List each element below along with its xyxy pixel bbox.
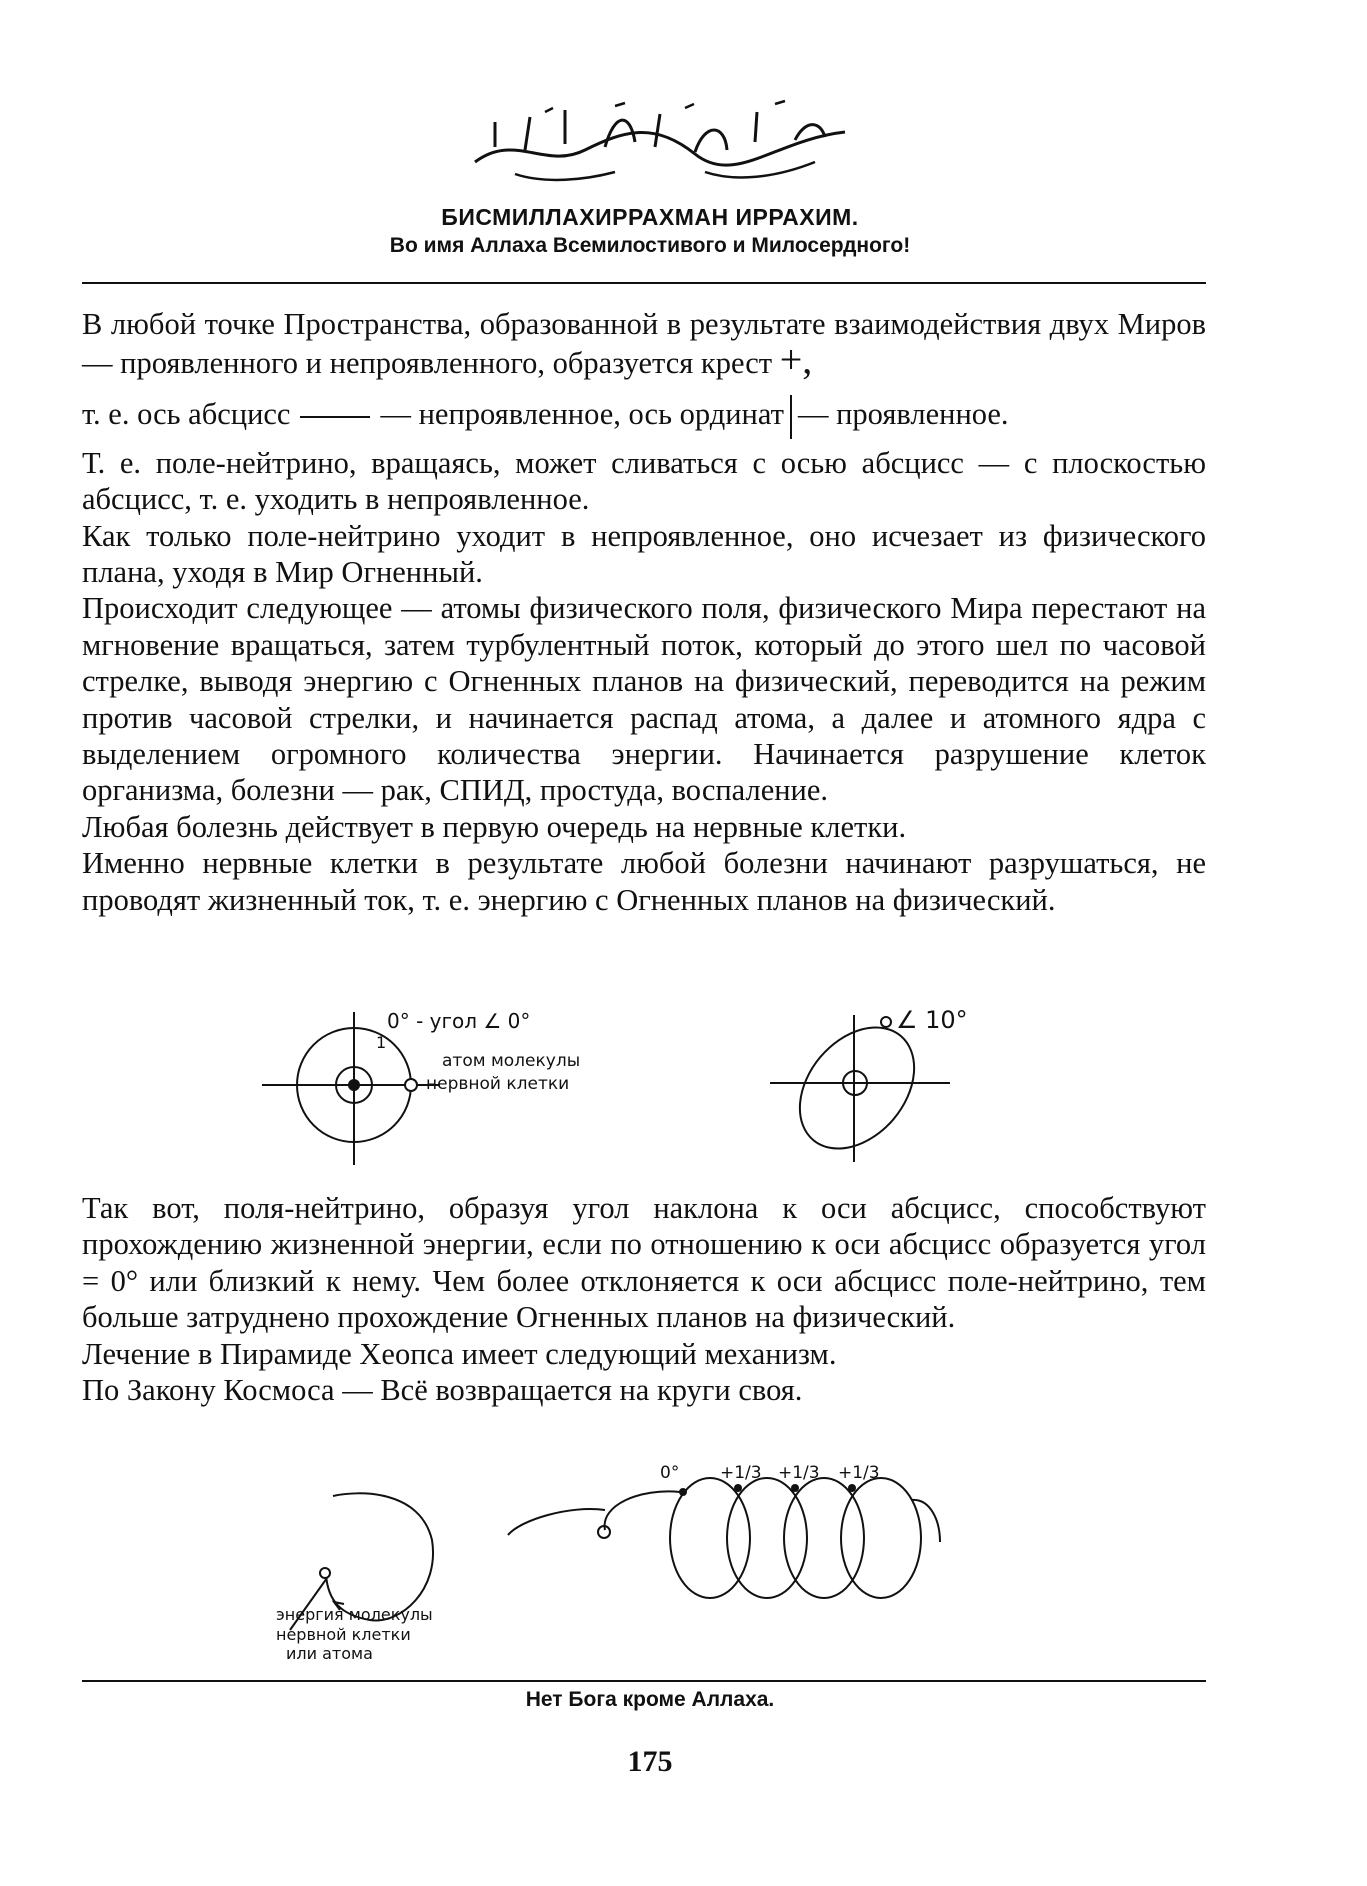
page-header-subtitle: Во имя Аллаха Всемилостивого и Милосердного! <box>389 234 911 257</box>
atom-label-line1: атом молекулы <box>442 1051 581 1071</box>
atom-label-line2: нервной клетки <box>426 1074 570 1094</box>
abscissa-line-symbol <box>300 416 370 418</box>
paragraph-9: По Закону Космоса — Всё возвращается на круги своя. <box>82 1373 803 1408</box>
loop-step-2: +1/3 <box>778 1463 820 1483</box>
bismillah-arabic-text: بِسْمِ ٱللَّٰهِ ٱلرَّحْمَٰنِ ٱلرَّحِيمِ <box>654 180 666 181</box>
paragraph-7: Так вот, поля-нейтрино, образуя угол наклона к оси абсцисс, способствуют прохождению жизненной энергии, если по отношению к оси абсцисс образуется угол = 0° или близкий к нему. Чем более отклоняется к оси абсцисс поле-нейтрино, тем больше затруднено прохождение Огненных планов на физический. <box>82 1191 1206 1335</box>
paragraph-5: Любая болезнь действует в первую очередь на нервные клетки. <box>82 809 907 844</box>
energy-label-line1: энергия молекулы <box>276 1605 433 1624</box>
cross-symbol: +, <box>779 337 813 383</box>
paragraph-8: Лечение в Пирамиде Хеопса имеет следующий механизм. <box>82 1336 837 1371</box>
angle-zero-label: 0° - угол ∠ 0° <box>387 1009 531 1033</box>
footer-rule <box>82 1680 1206 1682</box>
point-one-label: 1 <box>376 1033 387 1052</box>
manifested-text: — проявленное. <box>797 396 1009 431</box>
footer-motto: Нет Бога кроме Аллаха. <box>525 1688 775 1711</box>
main-text-top <box>82 306 1206 918</box>
loop-step-3: +1/3 <box>838 1463 880 1483</box>
energy-label-line2: нервной клетки <box>276 1625 411 1644</box>
ordinate-text: — непроявленное, ось ординат <box>380 396 784 431</box>
paragraph-1 <box>82 306 1206 382</box>
header-rule <box>82 282 1206 284</box>
figure-atom-circles <box>250 1000 970 1170</box>
main-text-bottom <box>82 1190 1206 1408</box>
bismillah-calligraphy <box>455 92 865 182</box>
paragraph-3: Как только поле-нейтрино уходит в непроявленное, оно исчезает из физического плана, уходя в Мир Огненный. <box>82 518 1206 590</box>
energy-label-line3: или атома <box>286 1644 373 1663</box>
ordinate-line-symbol <box>790 395 792 439</box>
paragraph-1-text: В любой точке Пространства, образованной в результате взаимодействия двух Миров — проявленного и непроявленного, образуется крест <box>82 307 1206 381</box>
paragraph-1-cont <box>82 392 1206 439</box>
page-number: 175 <box>627 1745 673 1778</box>
tilt-angle-label: ∠ 10° <box>896 1006 968 1034</box>
paragraph-2: Т. е. поле-нейтрино, вращаясь, может сливаться с осью абсцисс — с плоскостью абсцисс, т. е. уходить в непроявленное. <box>82 445 1206 517</box>
loop-step-1: +1/3 <box>720 1463 762 1483</box>
paragraph-6: Именно нервные клетки в результате любой болезни начинают разрушаться, не проводят жизненный ток, т. е. энергию с Огненных планов на физический. <box>82 846 1206 917</box>
loop-step-0: 0° <box>660 1463 680 1483</box>
figure-energy-loops <box>270 1460 970 1670</box>
abscissa-text: т. е. ось абсцисс <box>82 396 291 431</box>
page-header-title: БИСМИЛЛАХИРРАХМАН ИРРАХИМ. <box>441 204 859 230</box>
paragraph-4: Происходит следующее — атомы физического поля, физического Мира перестают на мгновение вращаться, затем турбулентный поток, который до этого шел по часовой стрелке, выводя энергию с Огненных планов на физический, переводится на режим против часовой стрелки, и начинается распад атома, а далее и атомного ядра с выделением огромного количества энергии. Начинается разрушение клеток организма, болезни — рак, СПИД, простуда, воспаление. <box>82 591 1206 808</box>
